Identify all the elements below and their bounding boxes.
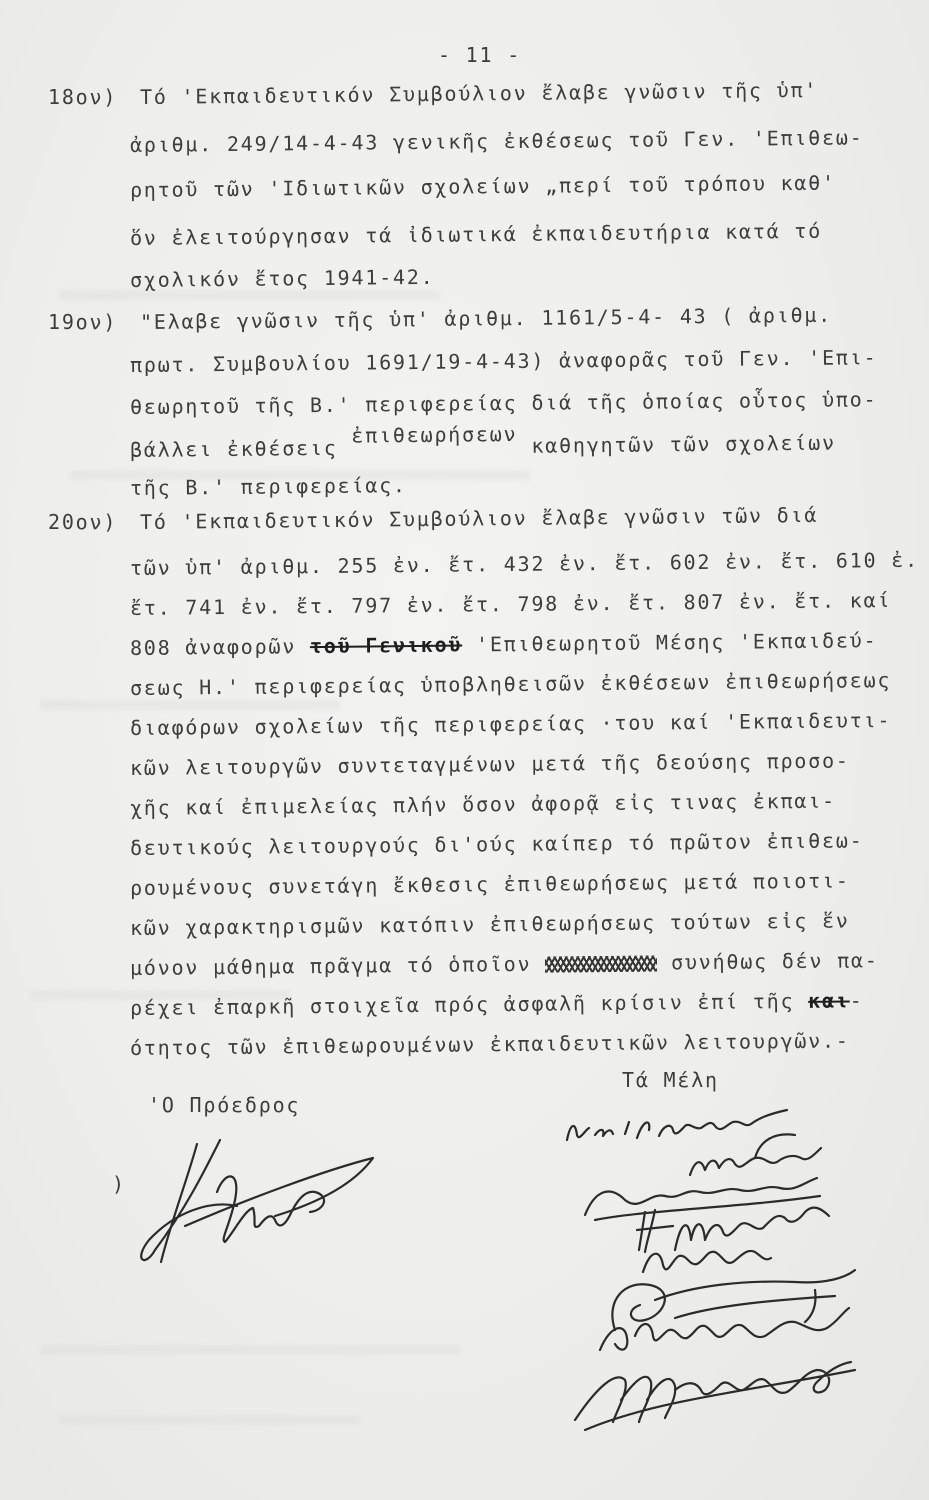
signature-member-2 [690,1134,821,1175]
text-line [130,628,878,660]
text-line: κῶν χαρακτηρισμῶν κατόπιν ἐπιθεωρήσεως τούτων εἰς ἕν [129,908,850,940]
text-segment: 'Επιθεωρητοῦ Μέσης 'Εκπαιδεύ- [462,628,878,657]
signatures-members [555,1100,885,1440]
signature-member-3 [585,1178,820,1220]
signature-member-1 [567,1110,787,1140]
text-line: δευτικούς λειτουργούς δι'ούς καίπερ τό πρῶτον ἐπιθεω- [129,828,864,860]
text-line: διαφόρων σχολείων τῆς περιφερείας ·του καί 'Εκπαιδευτι- [129,708,892,740]
text-line: ὅν ἐλειτούργησαν τά ἰδιωτικά ἐκπαιδευτήρια κατά τό [129,218,823,250]
bleed-through-mark [60,290,440,300]
text-line [130,948,879,980]
signature-member-6 [612,1270,855,1330]
text-segment: συνήθως δέν πα- [657,948,879,975]
item-number: 18ον) [48,85,118,109]
text-segment: - [849,988,864,1013]
signature-stroke [217,1176,324,1242]
item-number: 19ον) [48,310,118,334]
text-line: κῶν λειτουργῶν συντεταγμένων μετά τῆς δεούσης προσο- [129,748,850,780]
text-segment: βάλλει ἐκθέσεις [129,435,352,462]
text-line: ἀριθμ. 249/14-4-43 γενικῆς ἐκθέσεως τοῦ Γεν. 'Επιθεω- [129,125,864,157]
bleed-through-mark [40,700,340,710]
text-segment: μόνον μάθημα πρᾶγμα τό ὁποῖον [129,951,546,980]
signature-member-8 [575,1362,855,1430]
signature-member-5 [643,1251,771,1272]
president-label: 'Ο Πρόεδρος [148,1093,301,1117]
item-number: 20ον) [48,510,118,534]
text-line [129,421,836,462]
president-mark: ) [112,1172,126,1196]
text-line: ότητος τῶν ἐπιθεωρουμένων ἐκπαιδευτικῶν λειτουργῶν.- [129,1028,850,1060]
scribbled-out-word [545,955,657,972]
text-segment: ρέχει ἐπαρκῆ στοιχεῖα πρός ἀσφαλῆ κρίσιν ἐπί τῆς [129,988,809,1020]
text-line: Τό 'Εκπαιδευτικόν Συμβούλιον ἔλαβε γνῶσιν τῶν διά [139,502,819,534]
text-line: Τό 'Εκπαιδευτικόν Συμβούλιον ἔλαβε γνῶσιν τῆς ὑπ' [139,77,819,109]
text-line: ρουμένους συνετάγη ἔκθεσις ἐπιθεωρήσεως μετά ποιοτι- [129,868,850,900]
struck-text: τοῦ Γενικοῦ [309,632,463,659]
signature-member-7 [600,1296,849,1350]
signature-president [125,1130,385,1280]
text-line: πρωτ. Συμβουλίου 1691/19-4-43) ἀναφορᾶς τοῦ Γεν. 'Επι- [129,345,878,377]
signature-stroke [185,1158,373,1226]
text-line: σχολικόν ἔτος 1941-42. [129,264,435,292]
raised-text: ἐπιθεωρήσεων [351,421,518,448]
text-line: ἔτ. 741 ἐν. ἔτ. 797 ἐν. ἔτ. 798 ἐν. ἔτ. 807 ἐν. ἔτ. καί [129,588,892,620]
text-line: ρητοῦ τῶν 'Ιδιωτικῶν σχολείων „περί τοῦ τρόπου καθ' [129,170,836,202]
signature-member-4 [637,1208,829,1252]
text-line: θεωρητοῦ τῆς Β.' περιφερείας διά τῆς ὁποίας οὗτος ὑπο- [129,387,878,419]
text-line: τῶν ὑπ' ἀριθμ. 255 ἐν. ἔτ. 432 ἐν. ἔτ. 602 ἐν. ἔτ. 610 ἐ. [129,547,920,580]
struck-text: και [808,988,850,1013]
bleed-through-mark [40,1345,460,1355]
signature-stroke [161,1144,197,1262]
text-segment: 808 ἀναφορῶν [129,634,311,660]
text-segment: καθηγητῶν τῶν σχολείων [517,430,836,458]
signature-stroke [141,1140,237,1260]
members-label: Τά Μέλη [622,1068,719,1092]
text-line: χῆς καί ἐπιμελείας πλήν ὅσον ἀφορᾷ εἰς τινας ἐκπαι- [129,788,836,820]
text-line: σεως Η.' περιφερείας ὑποβληθεισῶν ἐκθέσεων ἐπιθεωρήσεως [129,668,892,700]
page-number: - 11 - [438,43,522,67]
bleed-through-mark [60,1415,360,1425]
text-line: "Ελαβε γνῶσιν τῆς ὑπ' ἀριθμ. 1161/5-4- 43 ( ἀριθμ. [139,302,833,334]
text-line: τῆς Β.' περιφερείας. [129,473,407,500]
